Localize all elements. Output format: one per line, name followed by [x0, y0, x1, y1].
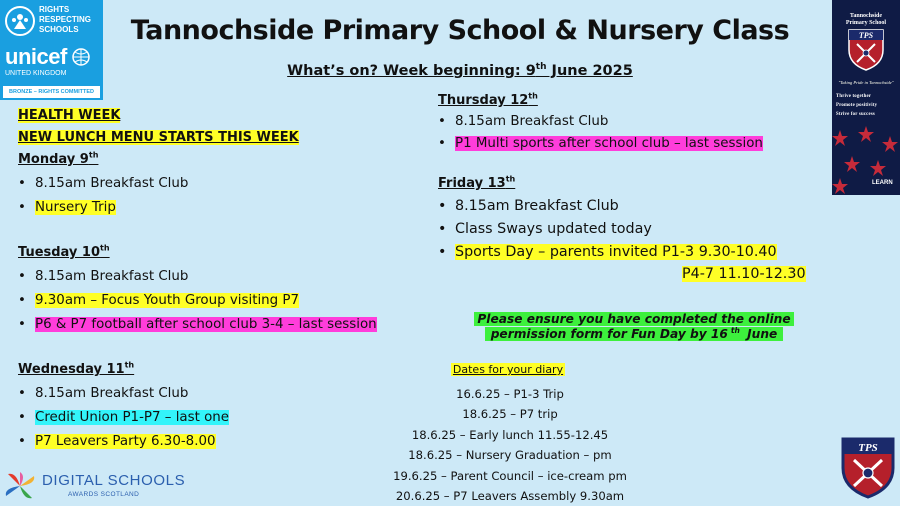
- list-item: • Class Sways updated today: [438, 221, 777, 238]
- rights-respecting-emblem-icon: [5, 6, 35, 36]
- list-item: • 8.15am Breakfast Club: [438, 114, 763, 130]
- school-name: Tannochside Primary School: [845, 13, 887, 26]
- diary-list: [340, 384, 680, 506]
- diary-entry: 16.6.25 – P1-3 Trip: [456, 387, 564, 401]
- diary-title: Dates for your diary: [452, 363, 564, 376]
- school-values: Thrive together Promote positivity Strive for success: [836, 94, 878, 117]
- wednesday-heading: Wednesday 11th: [18, 360, 135, 377]
- list-item: • Sports Day – parents invited P1-3 9.30-10.40: [438, 244, 777, 261]
- digital-schools-logo: DIGITAL SCHOOLS AWARDS SCOTLAND: [2, 470, 192, 504]
- rights-respecting-text: RIGHTS RESPECTING SCHOOLS: [39, 5, 92, 34]
- thursday-list: [438, 114, 763, 152]
- diary-entry: 18.6.25 – P7 trip: [462, 407, 558, 422]
- thursday-heading: Thursday 12th: [438, 91, 538, 108]
- list-item: • P6 & P7 football after school club 3-4 – last session: [18, 317, 377, 333]
- list-item: • 8.15am Breakfast Club: [18, 386, 229, 402]
- tuesday-list: [18, 269, 377, 333]
- unicef-wordmark: unicef: [5, 46, 90, 68]
- diary-entry: 20.6.25 – P7 Leavers Assembly 9.30am: [395, 489, 625, 504]
- diary-entry: 18.6.25 – Nursery Graduation – pm: [408, 448, 612, 463]
- wednesday-list: [18, 386, 229, 450]
- list-item: • 8.15am Breakfast Club: [438, 198, 777, 215]
- list-item: • 8.15am Breakfast Club: [18, 176, 188, 192]
- svg-text:LEARN: LEARN: [872, 180, 893, 186]
- page-title: Tannochside Primary School & Nursery Class: [130, 15, 790, 46]
- friday-list: [438, 198, 777, 261]
- unicef-globe-icon: [72, 48, 90, 66]
- svg-text:TPS: TPS: [858, 442, 878, 454]
- school-shield-icon: [847, 28, 885, 72]
- school-crest-poster: [832, 0, 900, 195]
- stars-decoration-icon: [832, 122, 900, 195]
- list-item: • Nursery Trip: [18, 200, 188, 216]
- diary-entry: 18.6.25 – Early lunch 11.55-12.45: [411, 427, 609, 442]
- small-school-crest-icon: [840, 436, 896, 500]
- lunch-menu-banner: NEW LUNCH MENU STARTS THIS WEEK: [18, 130, 299, 145]
- list-item: • Credit Union P1-P7 – last one: [18, 410, 229, 426]
- list-item: • 9.30am – Focus Youth Group visiting P7: [18, 293, 377, 309]
- school-motto: "Taking Pride in Tannochside": [838, 80, 894, 85]
- friday-continuation: P4-7 11.10-12.30: [682, 266, 806, 282]
- rights-respecting-logo: [0, 0, 103, 100]
- unicef-country: UNITED KINGDOM: [5, 70, 67, 77]
- health-week-banner: HEALTH WEEK: [18, 108, 121, 123]
- tuesday-heading: Tuesday 10th: [18, 243, 110, 260]
- monday-list: [18, 176, 188, 216]
- list-item: • 8.15am Breakfast Club: [18, 269, 377, 285]
- diary-entry: 19.6.25 – Parent Council – ice-cream pm: [393, 468, 627, 483]
- week-subtitle: What’s on? Week beginning: 9th June 2025: [287, 62, 633, 79]
- svg-text:TPS: TPS: [858, 31, 874, 40]
- monday-heading: Monday 9th: [18, 150, 99, 167]
- permission-form-notice: Please ensure you have completed the online permission form for Fun Day by 16 $^{th}$ June: [452, 312, 816, 342]
- list-item: • P1 Multi sports after school club – last session: [438, 136, 763, 152]
- list-item: • P7 Leavers Party 6.30-8.00: [18, 434, 229, 450]
- rights-respecting-level: BRONZE – RIGHTS COMMITTED: [3, 86, 100, 98]
- friday-heading: Friday 13th: [438, 174, 516, 191]
- digital-schools-pinwheel-icon: [2, 470, 38, 502]
